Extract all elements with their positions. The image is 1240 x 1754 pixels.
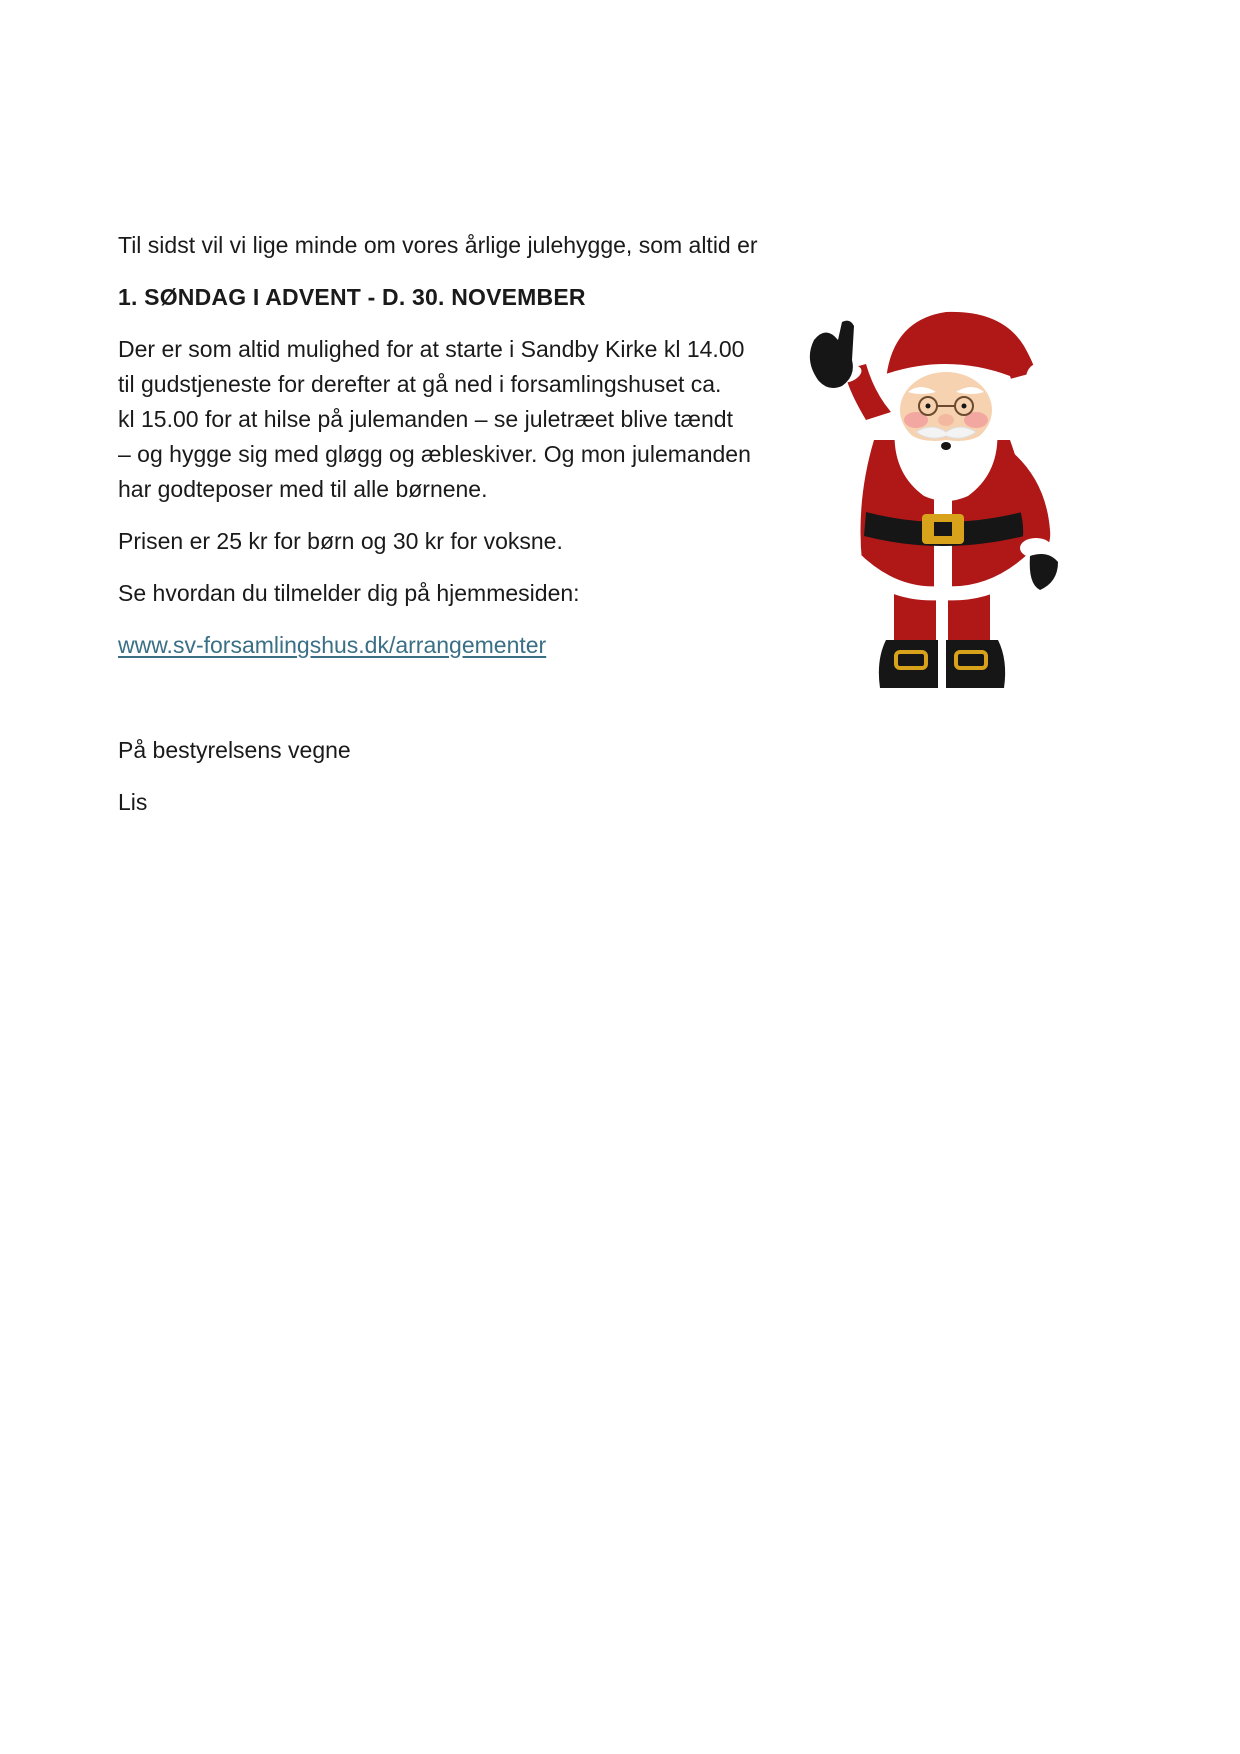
signup-text: Se hvordan du tilmelder dig på hjemmesiden: bbox=[118, 580, 580, 606]
description-line: – og hygge sig med gløgg og æbleskiver. Og mon julemanden bbox=[118, 441, 751, 467]
arrangementer-link[interactable]: www.sv-forsamlingshus.dk/arrangementer bbox=[118, 632, 547, 658]
description-line: har godteposer med til alle børnene. bbox=[118, 476, 488, 502]
description-line: Der er som altid mulighed for at starte i Sandby Kirke kl 14.00 bbox=[118, 336, 745, 362]
price-text: Prisen er 25 kr for børn og 30 kr for voksne. bbox=[118, 528, 563, 554]
event-heading: 1. SØNDAG I ADVENT - D. 30. NOVEMBER bbox=[118, 284, 586, 310]
intro-text: Til sidst vil vi lige minde om vores årlige julehygge, som altid er bbox=[118, 232, 758, 258]
description-line: til gudstjeneste for derefter at gå ned i forsamlingshuset ca. bbox=[118, 371, 722, 397]
signature: Lis bbox=[118, 789, 148, 815]
description-line: kl 15.00 for at hilse på julemanden – se juletræet blive tændt bbox=[118, 406, 733, 432]
signoff-text: På bestyrelsens vegne bbox=[118, 737, 351, 763]
santa-claus-waving-icon bbox=[796, 300, 1086, 690]
event-description bbox=[118, 332, 798, 507]
text-column bbox=[118, 228, 798, 820]
